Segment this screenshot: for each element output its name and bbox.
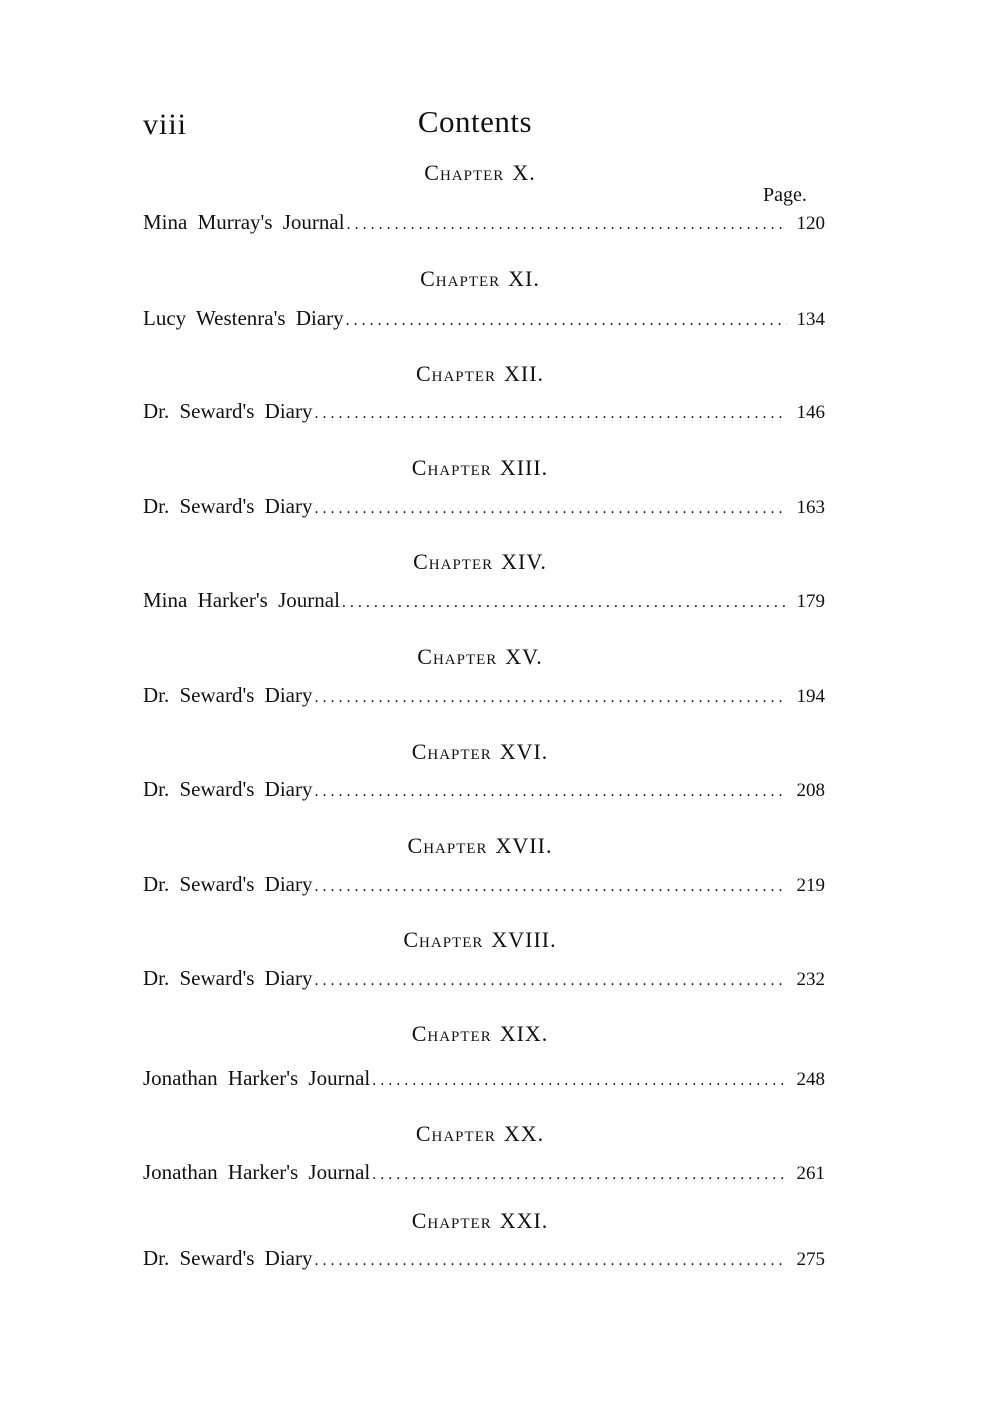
chapter-numeral: XXI. [499,1208,549,1233]
toc-entry-title: Dr. Seward's Diary [143,777,313,801]
toc-entry-title: Dr. Seward's Diary [143,872,313,896]
chapter-heading [0,1121,960,1147]
toc-entry[interactable] [143,306,825,331]
chapter-heading [0,160,960,186]
toc-entry-title: Dr. Seward's Diary [143,399,313,423]
chapter-label: Chapter [417,644,498,669]
page-column-label: Page. [763,184,807,206]
page-number: viii [143,108,188,141]
toc-entry-title: Dr. Seward's Diary [143,494,313,518]
chapter-label: Chapter [413,549,494,574]
dot-leader [315,500,787,518]
chapter-numeral: XX. [503,1121,545,1146]
chapter-heading [0,361,960,387]
chapter-numeral: X. [512,160,536,185]
toc-entry[interactable] [143,966,825,991]
dot-leader [342,594,787,612]
chapter-label: Chapter [407,833,488,858]
toc-entry[interactable] [143,872,825,897]
toc-entry[interactable] [143,1246,825,1271]
dot-leader [315,689,787,707]
toc-entry[interactable] [143,1160,825,1185]
toc-entry[interactable] [143,1066,825,1091]
chapter-label: Chapter [415,1121,496,1146]
chapter-numeral: XVII. [495,833,553,858]
chapter-heading [0,266,960,292]
chapter-heading [0,1208,960,1234]
dot-leader [346,312,787,330]
toc-entry-page: 194 [796,686,825,707]
chapter-label: Chapter [420,266,501,291]
toc-entry-page: 248 [796,1069,825,1090]
toc-entry[interactable] [143,683,825,708]
toc-entry-page: 134 [796,309,825,330]
chapter-heading [0,644,960,670]
chapter-numeral: XV. [505,644,543,669]
toc-entry[interactable] [143,210,825,235]
toc-entry-title: Dr. Seward's Diary [143,966,313,990]
dot-leader [315,1252,787,1270]
dot-leader [372,1072,786,1090]
toc-entry-title: Mina Murray's Journal [143,210,345,234]
chapter-numeral: XIII. [499,455,549,480]
toc-entry-title: Dr. Seward's Diary [143,1246,313,1270]
toc-entry[interactable] [143,777,825,802]
chapter-heading [0,927,960,953]
chapter-label: Chapter [415,361,496,386]
toc-entry-title: Lucy Westenra's Diary [143,306,344,330]
toc-entry-page: 208 [796,780,825,801]
chapter-numeral: XVI. [499,739,549,764]
toc-entry-title: Jonathan Harker's Journal [143,1160,371,1184]
chapter-heading [0,833,960,859]
chapter-heading [0,739,960,765]
chapter-heading [0,549,960,575]
chapter-label: Chapter [411,455,492,480]
chapter-heading [0,1021,960,1047]
toc-entry-title: Mina Harker's Journal [143,588,340,612]
dot-leader [372,1166,786,1184]
toc-entry-page: 179 [796,591,825,612]
chapter-label: Chapter [411,739,492,764]
toc-entry[interactable] [143,399,825,424]
dot-leader [315,783,787,801]
toc-entry-page: 275 [796,1249,825,1270]
dot-leader [315,405,787,423]
chapter-numeral: XII. [503,361,545,386]
chapter-label: Chapter [411,1021,492,1046]
page-title: Contents [417,104,533,139]
toc-entry-page: 146 [796,402,825,423]
chapter-label: Chapter [403,927,484,952]
chapter-heading [0,455,960,481]
chapter-label: Chapter [411,1208,492,1233]
chapter-numeral: XIV. [501,549,547,574]
dot-leader [347,216,787,234]
toc-entry-page: 232 [796,969,825,990]
chapter-numeral: XIX. [499,1021,549,1046]
chapter-numeral: XVIII. [491,927,557,952]
dot-leader [315,972,787,990]
toc-entry-title: Jonathan Harker's Journal [143,1066,371,1090]
chapter-label: Chapter [424,160,505,185]
toc-entry-page: 261 [796,1163,825,1184]
toc-entry-title: Dr. Seward's Diary [143,683,313,707]
toc-entry-page: 163 [796,497,825,518]
toc-entry-page: 120 [796,213,825,234]
toc-entry[interactable] [143,588,825,613]
chapter-numeral: XI. [508,266,540,291]
dot-leader [315,878,787,896]
toc-entry-page: 219 [796,875,825,896]
toc-entry[interactable] [143,494,825,519]
